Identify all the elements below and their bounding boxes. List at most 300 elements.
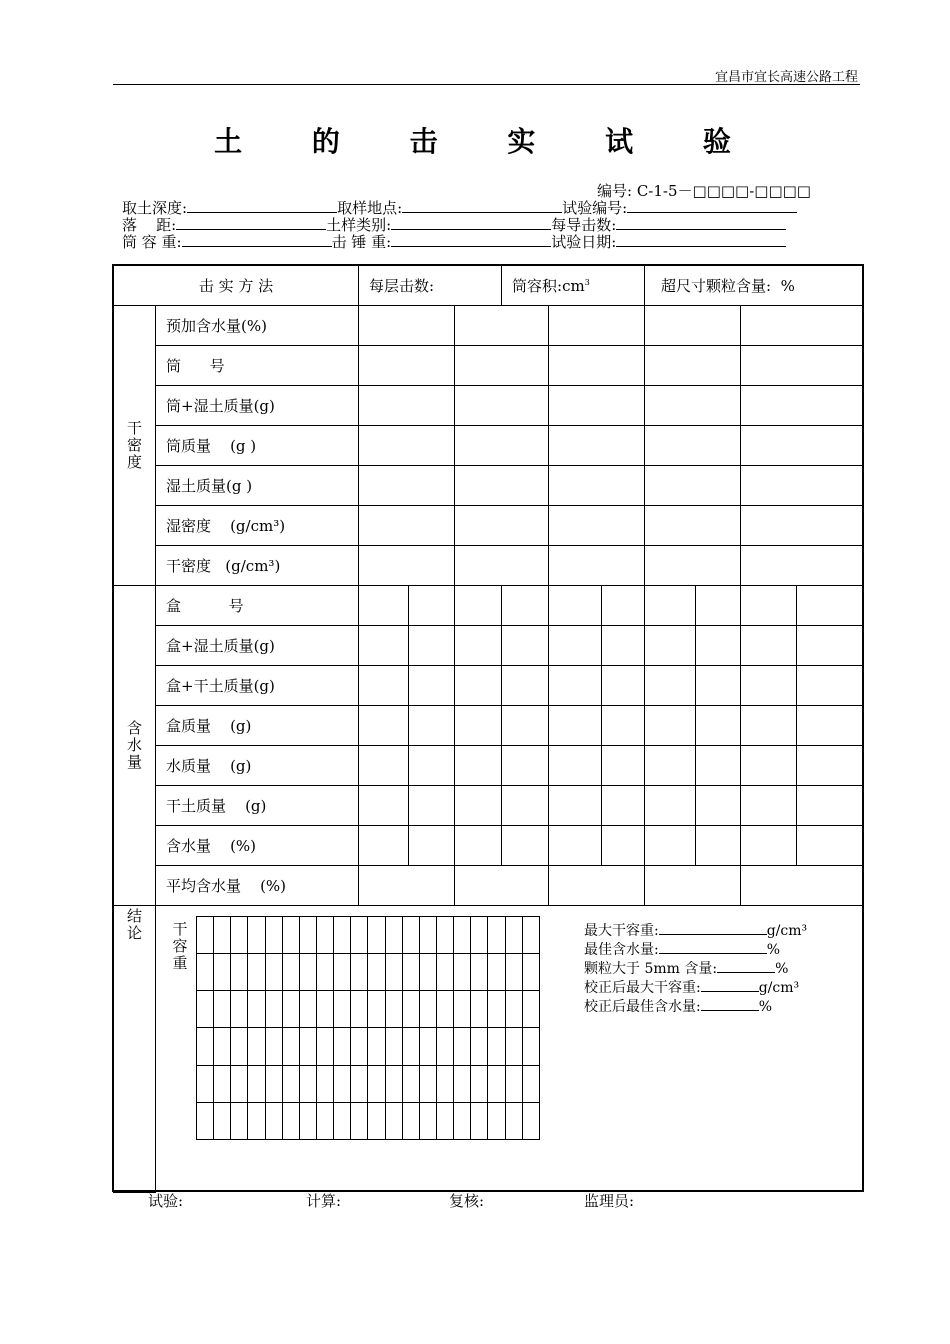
test-no-label: 试验编号:: [562, 199, 628, 217]
grid-cell[interactable]: [265, 917, 282, 954]
grid-cell[interactable]: [282, 1102, 299, 1139]
grid-cell[interactable]: [402, 954, 419, 991]
data-cell[interactable]: [797, 706, 863, 746]
grid-cell[interactable]: [282, 1065, 299, 1102]
density-row-label: 湿密度 (g/cm³): [156, 506, 359, 546]
grid-cell[interactable]: [436, 1102, 453, 1139]
grid-cell[interactable]: [454, 954, 471, 991]
depth-field[interactable]: [187, 198, 337, 213]
corr-max-dry-unit: g/cm³: [758, 980, 800, 996]
data-cell[interactable]: [409, 586, 455, 626]
test-no-field[interactable]: [627, 198, 797, 213]
data-cell[interactable]: [549, 786, 602, 826]
data-cell[interactable]: [741, 826, 797, 866]
grid-cell[interactable]: [248, 1102, 265, 1139]
grid-cell[interactable]: [522, 991, 539, 1028]
grid-cell[interactable]: [265, 954, 282, 991]
cyl-volume-sup: 3: [584, 278, 590, 287]
grid-cell[interactable]: [231, 917, 248, 954]
corr-opt-water-line: [584, 997, 807, 1016]
data-cell[interactable]: [549, 466, 645, 506]
location-field[interactable]: [402, 198, 562, 213]
data-cell[interactable]: [645, 826, 696, 866]
grid-cell[interactable]: [265, 1028, 282, 1065]
grid-cell[interactable]: [316, 954, 333, 991]
grid-cell[interactable]: [419, 1102, 436, 1139]
data-cell[interactable]: [502, 746, 549, 786]
data-cell[interactable]: [741, 586, 797, 626]
data-cell[interactable]: [741, 346, 863, 386]
drop-field[interactable]: [176, 215, 326, 230]
data-cell[interactable]: [741, 706, 797, 746]
grid-cell[interactable]: [488, 917, 505, 954]
grid-cell[interactable]: [471, 1028, 488, 1065]
corr-max-dry-label: 校正后最大干容重:: [584, 980, 701, 996]
method-row: [114, 266, 863, 306]
max-dry-unit: g/cm³: [766, 923, 808, 939]
grid-cell[interactable]: [231, 954, 248, 991]
corr-max-dry-line: [584, 978, 807, 997]
data-cell[interactable]: [455, 466, 549, 506]
data-cell[interactable]: [602, 666, 645, 706]
data-cell[interactable]: [741, 306, 863, 346]
grid-cell[interactable]: [505, 954, 522, 991]
grid-cell[interactable]: [471, 1065, 488, 1102]
density-row: [114, 386, 863, 426]
data-cell[interactable]: [602, 626, 645, 666]
corr-opt-water-field[interactable]: [701, 997, 759, 1011]
compaction-chart-grid[interactable]: [196, 916, 540, 1140]
data-cell[interactable]: [645, 426, 741, 466]
max-dry-label: 最大干容重:: [584, 923, 659, 939]
hammer-field[interactable]: [391, 232, 551, 247]
data-cell[interactable]: [359, 706, 409, 746]
grid-cell[interactable]: [385, 917, 402, 954]
data-cell[interactable]: [741, 666, 797, 706]
cyl-volume-label: 筒容积:cm: [512, 277, 585, 295]
grid-cell[interactable]: [436, 1065, 453, 1102]
supervisor-label: 监理员:: [584, 1192, 635, 1210]
blows-per-layer-cell[interactable]: [359, 266, 502, 306]
grid-cell[interactable]: [248, 917, 265, 954]
grid-cell[interactable]: [454, 991, 471, 1028]
grid-cell[interactable]: [402, 1028, 419, 1065]
data-cell[interactable]: [409, 706, 455, 746]
grid-cell[interactable]: [214, 954, 231, 991]
grid-cell[interactable]: [368, 917, 385, 954]
data-cell[interactable]: [359, 626, 409, 666]
tester-label: 试验:: [148, 1192, 184, 1210]
data-cell[interactable]: [455, 546, 549, 586]
grid-cell[interactable]: [197, 1102, 214, 1139]
density-row: [114, 306, 863, 346]
data-cell[interactable]: [741, 546, 863, 586]
data-cell[interactable]: [409, 746, 455, 786]
data-cell[interactable]: [359, 426, 455, 466]
data-cell[interactable]: [359, 306, 455, 346]
soil-type-field[interactable]: [391, 215, 551, 230]
data-cell[interactable]: [602, 786, 645, 826]
grid-cell[interactable]: [351, 1102, 368, 1139]
data-cell[interactable]: [797, 666, 863, 706]
density-section-label: 干密度: [114, 306, 156, 586]
grid-cell[interactable]: [197, 1028, 214, 1065]
moisture-row: [114, 866, 863, 906]
data-cell[interactable]: [741, 426, 863, 466]
grid-cell[interactable]: [488, 1028, 505, 1065]
data-cell[interactable]: [797, 586, 863, 626]
data-cell[interactable]: [549, 506, 645, 546]
method-label: 击 实 方 法: [114, 266, 359, 306]
data-cell[interactable]: [797, 626, 863, 666]
data-cell[interactable]: [359, 546, 455, 586]
data-cell[interactable]: [359, 506, 455, 546]
data-cell[interactable]: [455, 826, 502, 866]
data-cell[interactable]: [741, 746, 797, 786]
grid-cell[interactable]: [214, 1102, 231, 1139]
grid-cell[interactable]: [248, 954, 265, 991]
data-cell[interactable]: [455, 786, 502, 826]
data-cell[interactable]: [645, 466, 741, 506]
grid-cell[interactable]: [454, 1102, 471, 1139]
data-cell[interactable]: [696, 666, 741, 706]
grain-unit: %: [775, 961, 789, 977]
data-cell[interactable]: [549, 346, 645, 386]
grid-cell[interactable]: [402, 1065, 419, 1102]
data-cell[interactable]: [409, 666, 455, 706]
grid-cell[interactable]: [436, 917, 453, 954]
data-cell[interactable]: [602, 746, 645, 786]
moisture-row: [114, 826, 863, 866]
grid-cell[interactable]: [488, 1102, 505, 1139]
grid-cell[interactable]: [282, 954, 299, 991]
grid-cell[interactable]: [385, 991, 402, 1028]
data-cell[interactable]: [645, 586, 696, 626]
data-cell[interactable]: [696, 746, 741, 786]
data-cell[interactable]: [645, 706, 696, 746]
grid-cell[interactable]: [334, 954, 351, 991]
opt-water-line: [584, 940, 807, 959]
grid-cell[interactable]: [419, 954, 436, 991]
data-cell[interactable]: [696, 706, 741, 746]
grid-cell[interactable]: [471, 991, 488, 1028]
moisture-row: [114, 586, 863, 626]
grid-cell[interactable]: [436, 991, 453, 1028]
data-cell[interactable]: [359, 866, 455, 906]
corr-opt-water-unit: %: [758, 999, 773, 1015]
density-row: [114, 346, 863, 386]
max-dry-field[interactable]: [659, 921, 767, 935]
grid-cell[interactable]: [488, 991, 505, 1028]
corr-max-dry-field[interactable]: [701, 978, 759, 992]
data-cell[interactable]: [549, 426, 645, 466]
grid-cell[interactable]: [402, 991, 419, 1028]
grid-cell[interactable]: [505, 991, 522, 1028]
opt-water-label: 最佳含水量:: [584, 942, 659, 958]
grid-cell[interactable]: [385, 954, 402, 991]
corr-opt-water-label: 校正后最佳含水量:: [584, 999, 701, 1015]
grid-cell[interactable]: [505, 1028, 522, 1065]
data-cell[interactable]: [455, 626, 502, 666]
grid-cell[interactable]: [316, 991, 333, 1028]
grid-cell[interactable]: [299, 954, 316, 991]
grid-cell[interactable]: [265, 1065, 282, 1102]
data-cell[interactable]: [359, 346, 455, 386]
data-cell[interactable]: [645, 506, 741, 546]
data-cell[interactable]: [455, 586, 502, 626]
grid-cell[interactable]: [282, 991, 299, 1028]
data-cell[interactable]: [359, 786, 409, 826]
data-cell[interactable]: [645, 306, 741, 346]
data-cell[interactable]: [645, 626, 696, 666]
grid-cell[interactable]: [454, 1065, 471, 1102]
grid-cell[interactable]: [351, 991, 368, 1028]
data-cell[interactable]: [645, 546, 741, 586]
data-cell[interactable]: [645, 866, 741, 906]
grid-cell[interactable]: [522, 1028, 539, 1065]
moisture-section-label: 含水量: [114, 586, 156, 906]
density-row-label: 筒+湿土质量(g): [156, 386, 359, 426]
data-cell[interactable]: [409, 626, 455, 666]
drop-label: 落 距:: [122, 216, 177, 234]
data-cell[interactable]: [455, 386, 549, 426]
grid-cell[interactable]: [214, 991, 231, 1028]
grid-cell[interactable]: [351, 954, 368, 991]
data-cell[interactable]: [455, 306, 549, 346]
data-cell[interactable]: [602, 586, 645, 626]
grid-cell[interactable]: [505, 917, 522, 954]
moisture-row-label: 盒+干土质量(g): [156, 666, 359, 706]
grid-cell[interactable]: [471, 917, 488, 954]
grid-cell[interactable]: [419, 917, 436, 954]
cyl-weight-label: 筒 容 重:: [122, 233, 182, 251]
data-cell[interactable]: [359, 586, 409, 626]
grid-cell[interactable]: [351, 917, 368, 954]
calc-label: 计算:: [306, 1192, 342, 1210]
data-cell[interactable]: [359, 386, 455, 426]
grid-cell[interactable]: [231, 1065, 248, 1102]
grid-cell[interactable]: [197, 954, 214, 991]
data-cell[interactable]: [502, 706, 549, 746]
grid-cell[interactable]: [402, 917, 419, 954]
data-cell[interactable]: [409, 826, 455, 866]
grid-cell[interactable]: [214, 917, 231, 954]
grid-cell[interactable]: [522, 1102, 539, 1139]
grid-cell[interactable]: [471, 1102, 488, 1139]
grid-cell[interactable]: [248, 1028, 265, 1065]
data-cell[interactable]: [549, 666, 602, 706]
data-cell[interactable]: [455, 506, 549, 546]
grid-cell[interactable]: [248, 1065, 265, 1102]
cyl-volume-cell[interactable]: [502, 266, 645, 306]
density-row-label: 预加含水量(%): [156, 306, 359, 346]
data-cell[interactable]: [455, 346, 549, 386]
grid-cell[interactable]: [419, 1028, 436, 1065]
grid-cell[interactable]: [471, 954, 488, 991]
grid-cell[interactable]: [231, 1102, 248, 1139]
data-cell[interactable]: [741, 626, 797, 666]
data-cell[interactable]: [645, 666, 696, 706]
grain-field[interactable]: [717, 959, 775, 973]
grid-cell[interactable]: [351, 1065, 368, 1102]
grid-cell[interactable]: [368, 1065, 385, 1102]
data-cell[interactable]: [645, 786, 696, 826]
grid-cell[interactable]: [299, 991, 316, 1028]
grid-cell[interactable]: [505, 1102, 522, 1139]
density-row-label: 湿土质量(g ): [156, 466, 359, 506]
data-cell[interactable]: [741, 866, 863, 906]
grid-cell[interactable]: [265, 991, 282, 1028]
grid-cell[interactable]: [334, 991, 351, 1028]
grid-cell[interactable]: [334, 1028, 351, 1065]
grid-cell[interactable]: [197, 991, 214, 1028]
grid-cell[interactable]: [368, 1028, 385, 1065]
grid-cell[interactable]: [334, 1065, 351, 1102]
data-cell[interactable]: [455, 866, 549, 906]
moisture-row-label: 干土质量 (g): [156, 786, 359, 826]
grid-cell[interactable]: [265, 1102, 282, 1139]
opt-water-unit: %: [766, 942, 781, 958]
moisture-row: [114, 786, 863, 826]
moisture-row-label: 盒质量 (g): [156, 706, 359, 746]
grid-cell[interactable]: [282, 917, 299, 954]
grid-cell[interactable]: [385, 1102, 402, 1139]
grid-cell[interactable]: [248, 991, 265, 1028]
results-block: [584, 921, 807, 1016]
data-cell[interactable]: [602, 706, 645, 746]
moisture-row: [114, 746, 863, 786]
test-date-field[interactable]: [616, 232, 786, 247]
data-cell[interactable]: [549, 826, 602, 866]
data-cell[interactable]: [455, 666, 502, 706]
conclusion-section-label: 结论: [114, 906, 156, 1193]
data-cell[interactable]: [696, 586, 741, 626]
data-cell[interactable]: [645, 746, 696, 786]
data-cell[interactable]: [455, 426, 549, 466]
data-cell[interactable]: [359, 746, 409, 786]
grid-cell[interactable]: [385, 1028, 402, 1065]
data-cell[interactable]: [645, 346, 741, 386]
data-cell[interactable]: [741, 386, 863, 426]
grid-cell[interactable]: [316, 917, 333, 954]
data-cell[interactable]: [502, 626, 549, 666]
grid-cell[interactable]: [522, 1065, 539, 1102]
data-cell[interactable]: [549, 626, 602, 666]
grid-cell[interactable]: [402, 1102, 419, 1139]
data-cell[interactable]: [455, 706, 502, 746]
data-cell[interactable]: [741, 506, 863, 546]
grid-cell[interactable]: [522, 954, 539, 991]
data-cell[interactable]: [645, 386, 741, 426]
grid-cell[interactable]: [299, 1028, 316, 1065]
grid-cell[interactable]: [299, 917, 316, 954]
grid-cell[interactable]: [282, 1028, 299, 1065]
data-cell[interactable]: [549, 586, 602, 626]
grid-cell[interactable]: [454, 917, 471, 954]
data-cell[interactable]: [502, 786, 549, 826]
grid-cell[interactable]: [316, 1065, 333, 1102]
grid-cell[interactable]: [419, 1065, 436, 1102]
grid-cell[interactable]: [522, 917, 539, 954]
grid-cell[interactable]: [454, 1028, 471, 1065]
grid-cell[interactable]: [334, 917, 351, 954]
grid-cell[interactable]: [436, 954, 453, 991]
density-row: [114, 466, 863, 506]
grid-cell[interactable]: [231, 1028, 248, 1065]
grid-cell[interactable]: [436, 1028, 453, 1065]
grid-cell[interactable]: [214, 1028, 231, 1065]
data-cell[interactable]: [549, 306, 645, 346]
grid-cell[interactable]: [197, 1065, 214, 1102]
data-cell[interactable]: [549, 866, 645, 906]
grid-cell[interactable]: [299, 1065, 316, 1102]
data-cell[interactable]: [359, 466, 455, 506]
grid-cell[interactable]: [419, 991, 436, 1028]
data-cell[interactable]: [696, 826, 741, 866]
grid-cell[interactable]: [351, 1028, 368, 1065]
grid-cell[interactable]: [299, 1102, 316, 1139]
data-cell[interactable]: [359, 666, 409, 706]
data-cell[interactable]: [549, 386, 645, 426]
moisture-row: [114, 666, 863, 706]
data-cell[interactable]: [502, 586, 549, 626]
grid-cell[interactable]: [197, 917, 214, 954]
blows-per-field[interactable]: [616, 215, 786, 230]
grid-cell[interactable]: [368, 954, 385, 991]
grid-cell[interactable]: [316, 1028, 333, 1065]
grid-cell[interactable]: [231, 991, 248, 1028]
grid-cell[interactable]: [368, 1102, 385, 1139]
data-cell[interactable]: [502, 826, 549, 866]
data-cell[interactable]: [602, 826, 645, 866]
moisture-row-label: 平均含水量 (%): [156, 866, 359, 906]
page-title: 土 的 击 实 试 验: [214, 125, 761, 158]
data-cell[interactable]: [455, 746, 502, 786]
opt-water-field[interactable]: [659, 940, 767, 954]
data-cell[interactable]: [797, 786, 863, 826]
data-cell[interactable]: [741, 466, 863, 506]
grid-cell[interactable]: [488, 954, 505, 991]
grid-cell[interactable]: [488, 1065, 505, 1102]
data-cell[interactable]: [359, 826, 409, 866]
grid-cell[interactable]: [316, 1102, 333, 1139]
cyl-weight-field[interactable]: [182, 232, 332, 247]
data-cell[interactable]: [549, 706, 602, 746]
moisture-row: [114, 626, 863, 666]
grid-cell[interactable]: [214, 1065, 231, 1102]
grid-cell[interactable]: [385, 1065, 402, 1102]
data-cell[interactable]: [797, 746, 863, 786]
data-cell[interactable]: [409, 786, 455, 826]
oversize-cell[interactable]: [645, 266, 863, 306]
data-cell[interactable]: [549, 746, 602, 786]
grid-cell[interactable]: [368, 991, 385, 1028]
grain-label: 颗粒大于 5mm 含量:: [584, 961, 718, 977]
oversize-label: 超尺寸颗粒含量: %: [661, 277, 795, 295]
grid-cell[interactable]: [334, 1102, 351, 1139]
max-dry-line: [584, 921, 807, 940]
data-cell[interactable]: [696, 626, 741, 666]
data-cell[interactable]: [797, 826, 863, 866]
grain-line: [584, 959, 807, 978]
data-cell[interactable]: [502, 666, 549, 706]
data-cell[interactable]: [741, 786, 797, 826]
density-row-label: 筒 号: [156, 346, 359, 386]
data-cell[interactable]: [549, 546, 645, 586]
grid-cell[interactable]: [505, 1065, 522, 1102]
data-cell[interactable]: [696, 786, 741, 826]
density-row: [114, 506, 863, 546]
